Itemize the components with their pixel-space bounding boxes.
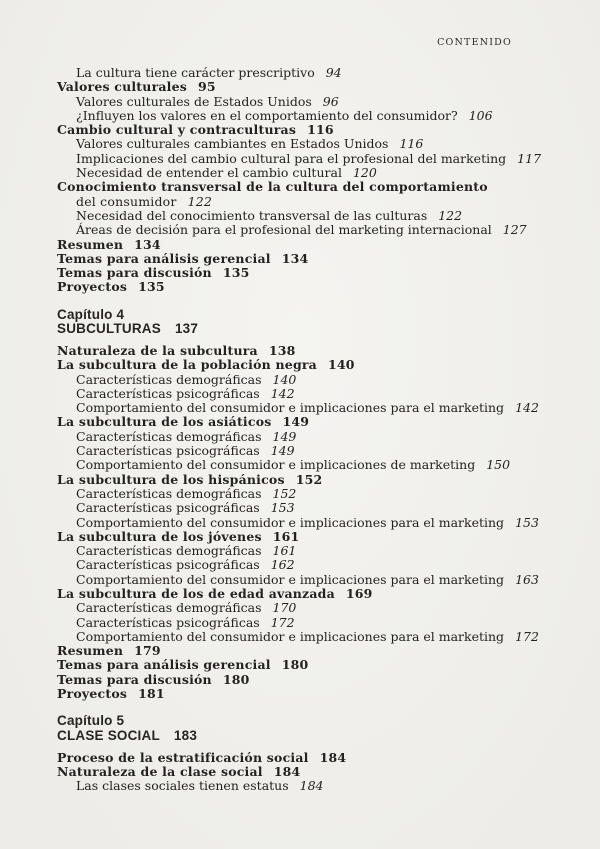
toc-entry-page: 138 <box>268 342 296 358</box>
toc-entry-sub <box>57 209 570 223</box>
toc-entry-title: Valores culturales de Estados Unidos <box>76 93 312 109</box>
table-of-contents <box>57 66 570 793</box>
toc-entry-sub <box>57 223 570 237</box>
toc-entry-page: 152 <box>295 471 323 487</box>
toc-entry-title: Características psicográficas <box>76 385 260 401</box>
toc-entry-title: Comportamiento del consumidor e implicaciones para el marketing <box>76 628 505 644</box>
toc-entry-sub <box>57 166 570 180</box>
toc-entry-sub <box>57 430 570 444</box>
toc-entry-main <box>57 123 570 137</box>
toc-entry-page: 106 <box>468 107 493 123</box>
toc-entry-page: 135 <box>138 279 165 295</box>
toc-entry-page: 134 <box>134 236 161 252</box>
toc-entry-main <box>57 751 570 765</box>
toc-entry-title: Características psicográficas <box>76 500 260 516</box>
toc-entry-title: Valores culturales cambiantes en Estados Unidos <box>76 136 389 152</box>
toc-entry-page: 134 <box>281 250 309 266</box>
toc-entry-title: Características demográficas <box>76 600 262 616</box>
toc-entry-title: Características demográficas <box>76 485 262 501</box>
toc-entry-sub <box>57 501 570 515</box>
toc-entry-title: Características demográficas <box>76 543 262 559</box>
toc-entry-page: 94 <box>325 65 342 80</box>
toc-entry-page: 149 <box>270 443 295 459</box>
toc-entry-page: 153 <box>515 514 539 530</box>
toc-entry-title: Comportamiento del consumidor e implicaciones para el marketing <box>76 514 505 530</box>
toc-entry-sub <box>57 401 570 415</box>
toc-entry-page: 142 <box>270 385 295 401</box>
chapter-heading <box>57 714 570 743</box>
toc-entry-main <box>57 344 570 358</box>
toc-entry-title: Resumen <box>57 643 124 659</box>
toc-entry-page: 142 <box>515 400 539 416</box>
toc-entry-title: Características psicográficas <box>76 614 260 630</box>
toc-entry-title: Conocimiento transversal de la cultura del comportamiento <box>57 179 488 195</box>
toc-entry-title: Áreas de decisión para el profesional del marketing internacional <box>76 222 492 238</box>
toc-entry-continuation <box>57 195 570 209</box>
toc-entry-title: Características psicográficas <box>76 557 260 573</box>
toc-entry-sub <box>57 95 570 109</box>
toc-entry-page: 135 <box>222 265 250 281</box>
toc-entry-main <box>57 266 570 280</box>
toc-entry-page: 162 <box>270 557 295 573</box>
running-head: CONTENIDO <box>437 37 512 48</box>
toc-entry-page: 140 <box>327 357 355 373</box>
toc-entry-main <box>57 530 570 544</box>
toc-entry-sub <box>57 544 570 558</box>
toc-entry-title: Comportamiento del consumidor e implicaciones para el marketing <box>76 571 505 587</box>
toc-entry-page: 149 <box>272 428 297 444</box>
toc-entry-title: Proyectos <box>57 279 128 295</box>
toc-entry-title: Características demográficas <box>76 428 262 444</box>
toc-entry-title: La cultura tiene carácter prescriptivo <box>76 65 315 80</box>
toc-entry-title: Naturaleza de la clase social <box>57 763 263 779</box>
chapter-title: CLASE SOCIAL <box>57 727 160 743</box>
toc-entry-page: 163 <box>515 571 539 587</box>
toc-entry-title: ¿Influyen los valores en el comportamiento del consumidor? <box>76 107 458 123</box>
toc-entry-title: Necesidad del conocimiento transversal de las culturas <box>76 207 428 223</box>
toc-entry-title: Temas para análisis gerencial <box>57 250 271 266</box>
chapter-page: 137 <box>174 321 199 337</box>
toc-entry-title: del consumidor <box>76 193 177 209</box>
chapter-title: SUBCULTURAS <box>57 321 161 337</box>
toc-entry-title: Resumen <box>57 236 124 252</box>
chapter-label: Capítulo 5 <box>57 713 125 729</box>
toc-entry-title: Implicaciones del cambio cultural para el profesional del marketing <box>76 150 507 166</box>
toc-entry-main <box>57 415 570 429</box>
toc-entry-sub <box>57 373 570 387</box>
toc-entry-page: 161 <box>272 528 300 544</box>
toc-entry-main <box>57 252 570 266</box>
toc-entry-main <box>57 587 570 601</box>
toc-entry-sub <box>57 630 570 644</box>
chapter-title-line <box>57 729 570 744</box>
toc-entry-page: 116 <box>307 122 334 138</box>
toc-entry-sub <box>57 66 570 80</box>
toc-entry-sub <box>57 616 570 630</box>
toc-entry-main <box>57 644 570 658</box>
toc-entry-sub <box>57 387 570 401</box>
toc-entry-main <box>57 180 570 194</box>
toc-entry-main <box>57 280 570 294</box>
toc-entry-title: Naturaleza de la subcultura <box>57 342 258 358</box>
toc-entry-main <box>57 238 570 252</box>
toc-entry-page: 96 <box>322 93 339 109</box>
toc-entry-title: Cambio cultural y contraculturas <box>57 122 297 138</box>
toc-entry-title: Características psicográficas <box>76 443 260 459</box>
toc-entry-page: 116 <box>399 136 424 152</box>
toc-entry-title: Características demográficas <box>76 371 262 387</box>
toc-entry-main <box>57 765 570 779</box>
toc-entry-page: 150 <box>486 457 511 473</box>
toc-entry-main <box>57 473 570 487</box>
toc-entry-page: 184 <box>319 749 347 765</box>
toc-entry-page: 152 <box>272 485 297 501</box>
toc-entry-title: La subcultura de los hispánicos <box>57 471 285 487</box>
toc-entry-page: 169 <box>345 585 373 601</box>
toc-entry-title: Temas para análisis gerencial <box>57 657 271 673</box>
toc-entry-title: Comportamiento del consumidor e implicaciones de marketing <box>76 457 476 473</box>
toc-entry-title: Valores culturales <box>57 79 187 95</box>
chapter-heading <box>57 308 570 337</box>
toc-entry-title: Proyectos <box>57 686 128 702</box>
toc-entry-title: Temas para discusión <box>57 265 212 281</box>
chapter-page: 183 <box>173 727 198 743</box>
toc-entry-sub <box>57 558 570 572</box>
toc-entry-page: 184 <box>273 763 301 779</box>
chapter-title-line <box>57 322 570 337</box>
toc-entry-page: 179 <box>134 643 161 659</box>
toc-entry-title: La subcultura de los asiáticos <box>57 414 272 430</box>
toc-entry-title: Comportamiento del consumidor e implicaciones para el marketing <box>76 400 505 416</box>
toc-entry-main <box>57 80 570 94</box>
chapter-label: Capítulo 4 <box>57 306 125 322</box>
toc-entry-page: 170 <box>272 600 297 616</box>
toc-entry-title: La subcultura de la población negra <box>57 357 317 373</box>
toc-entry-page: 95 <box>198 79 216 95</box>
toc-entry-sub <box>57 137 570 151</box>
toc-entry-page: 140 <box>272 371 297 387</box>
toc-entry-page: 120 <box>352 165 377 181</box>
toc-entry-sub <box>57 601 570 615</box>
toc-entry-page: 180 <box>222 671 250 687</box>
toc-entry-sub <box>57 779 570 793</box>
toc-entry-title: Necesidad de entender el cambio cultural <box>76 165 342 181</box>
toc-entry-page: 122 <box>187 193 213 209</box>
toc-entry-main <box>57 358 570 372</box>
toc-entry-sub <box>57 458 570 472</box>
toc-entry-sub <box>57 152 570 166</box>
toc-entry-main <box>57 673 570 687</box>
toc-entry-title: Las clases sociales tienen estatus <box>76 778 289 794</box>
toc-entry-page: 161 <box>272 543 297 559</box>
toc-entry-page: 172 <box>515 628 539 644</box>
toc-entry-page: 117 <box>517 150 542 166</box>
toc-entry-title: Temas para discusión <box>57 671 212 687</box>
toc-entry-page: 127 <box>502 222 527 238</box>
toc-entry-sub <box>57 516 570 530</box>
toc-entry-sub <box>57 444 570 458</box>
toc-entry-page: 181 <box>138 686 165 702</box>
toc-entry-title: La subcultura de los de edad avanzada <box>57 585 335 601</box>
toc-entry-page: 180 <box>281 657 309 673</box>
toc-entry-page: 172 <box>270 614 295 630</box>
toc-entry-main <box>57 658 570 672</box>
toc-entry-page: 122 <box>438 207 463 223</box>
toc-entry-page: 153 <box>270 500 295 516</box>
toc-entry-page: 149 <box>282 414 310 430</box>
toc-entry-sub <box>57 109 570 123</box>
toc-entry-title: Proceso de la estratificación social <box>57 749 309 765</box>
toc-entry-sub <box>57 487 570 501</box>
toc-entry-title: La subcultura de los jóvenes <box>57 528 262 544</box>
toc-entry-main <box>57 687 570 701</box>
toc-entry-sub <box>57 573 570 587</box>
toc-entry-page: 184 <box>299 778 324 794</box>
